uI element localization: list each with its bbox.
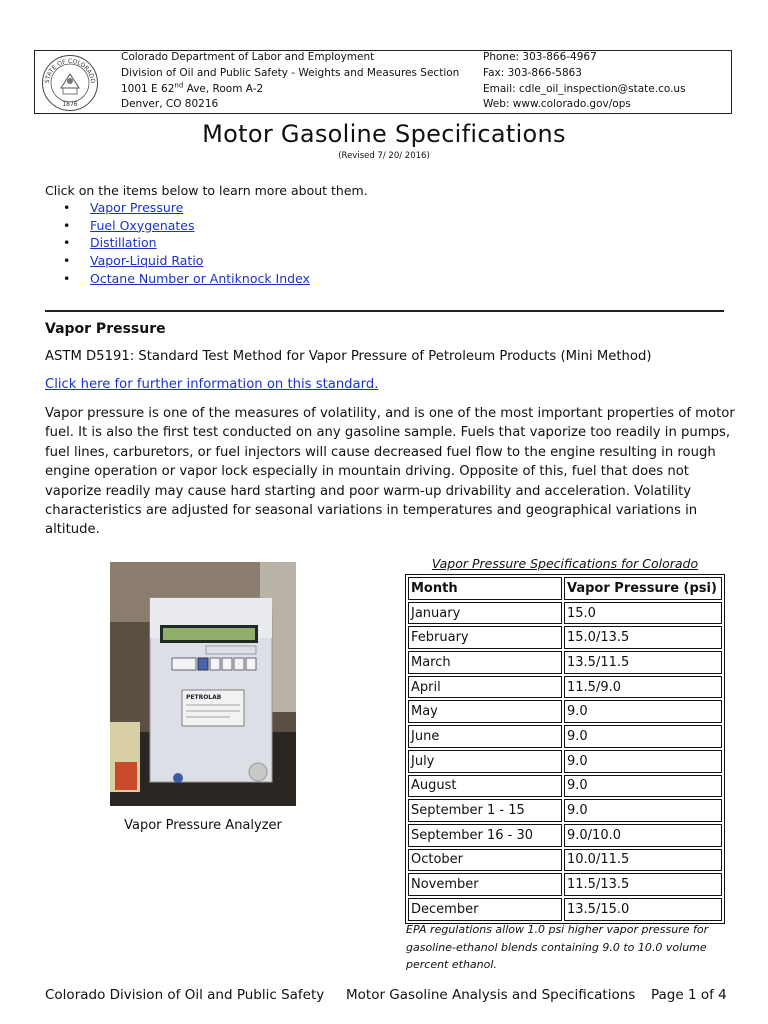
topic-link-fuel-oxygenates[interactable]: Fuel Oxygenates [90, 217, 195, 233]
bullet: • [63, 253, 71, 269]
month-cell: December [408, 898, 562, 921]
letterhead-division: Division of Oil and Public Safety - Weights and Measures Section [121, 67, 460, 79]
seal-year: 1876 [62, 101, 78, 108]
section-divider [45, 310, 724, 312]
table-row [408, 824, 722, 847]
vapor-pressure-analyzer-photo [110, 562, 296, 806]
psi-cell: 10.0/11.5 [564, 849, 722, 872]
letterhead-web: Web: www.colorado.gov/ops [483, 98, 631, 110]
month-cell: August [408, 775, 562, 798]
footer-page-number: Page 1 of 4 [651, 987, 727, 1003]
letterhead-fax: Fax: 303-866-5863 [483, 67, 582, 79]
month-cell: April [408, 676, 562, 699]
topic-link-vapor-liquid-ratio[interactable]: Vapor-Liquid Ratio [90, 253, 204, 269]
bullet: • [63, 235, 71, 251]
psi-cell: 9.0 [564, 700, 722, 723]
address-street: 1001 E 62 [121, 83, 175, 95]
photo-caption: Vapor Pressure Analyzer [124, 818, 282, 833]
psi-cell: 9.0 [564, 775, 722, 798]
month-cell: September 16 - 30 [408, 824, 562, 847]
standard-info-link[interactable]: Click here for further information on this standard. [45, 377, 379, 392]
bullet: • [63, 200, 71, 215]
bullet: • [63, 270, 71, 286]
intro-text: Click on the items below to learn more about them. [45, 183, 368, 198]
address-room: Ave, Room A-2 [183, 83, 264, 95]
section-heading: Vapor Pressure [45, 321, 166, 337]
table-row [408, 873, 722, 896]
letterhead-agency: Colorado Department of Labor and Employment [121, 51, 375, 63]
seal-top-text: STATE OF COLORADO [43, 57, 97, 84]
column-header-month: Month [408, 577, 562, 600]
month-cell: June [408, 725, 562, 748]
column-header-vapor-pressure: Vapor Pressure (psi) [564, 577, 722, 600]
letterhead-address [121, 82, 263, 97]
footer-document-name: Motor Gasoline Analysis and Specifications [346, 987, 636, 1003]
psi-cell: 15.0 [564, 602, 722, 625]
psi-cell: 9.0 [564, 799, 722, 822]
topic-item [45, 253, 310, 271]
month-cell: November [408, 873, 562, 896]
psi-cell: 11.5/13.5 [564, 873, 722, 896]
analyzer-brand-label: PETROLAB [186, 694, 222, 701]
address-ordinal: nd [174, 81, 184, 90]
revision-date: (Revised 7/ 20/ 2016) [338, 151, 430, 161]
topic-link-octane-number[interactable]: Octane Number or Antiknock Index [90, 270, 310, 286]
table-row [408, 750, 722, 773]
table-row [408, 849, 722, 872]
topic-item [45, 235, 310, 253]
topic-link-distillation[interactable]: Distillation [90, 235, 157, 251]
table-row [408, 700, 722, 723]
astm-standard-text: ASTM D5191: Standard Test Method for Vapor Pressure of Petroleum Products (Mini Method) [45, 349, 652, 364]
psi-cell: 13.5/15.0 [564, 898, 722, 921]
table-caption: Vapor Pressure Specifications for Colorado [431, 556, 699, 571]
month-cell: May [408, 700, 562, 723]
state-seal-icon [41, 54, 99, 112]
psi-cell: 15.0/13.5 [564, 626, 722, 649]
table-row [408, 799, 722, 822]
vapor-pressure-paragraph: Vapor pressure is one of the measures of volatility, and is one of the most important properties of motor fuel. It is also the first test conducted on any gasoline sample. Fuels that vaporize too readily in pumps, fuel lines, carburetors, or fuel injectors will cause decreased fuel flow to the engine resulting in rough engine operation or vapor lock especially in mountain driving. Opposite of this, fuel that does not vaporize readily may cause hard starting and poor warm-up drivability and acceleration. Volatility characteristics are adjusted for seasonal variations in temperatures and geographical variations in altitude. [45, 406, 735, 538]
psi-cell: 9.0 [564, 750, 722, 773]
letterhead-city: Denver, CO 80216 [121, 98, 219, 110]
month-cell: February [408, 626, 562, 649]
month-cell: September 1 - 15 [408, 799, 562, 822]
topic-item [45, 271, 310, 289]
table-row [408, 775, 722, 798]
document-title: Motor Gasoline Specifications [202, 120, 566, 148]
table-header-row [408, 577, 722, 600]
table-row [408, 602, 722, 625]
psi-cell: 13.5/11.5 [564, 651, 722, 674]
topic-item [45, 200, 310, 218]
table-row [408, 725, 722, 748]
table-row [408, 898, 722, 921]
topic-link-vapor-pressure[interactable]: Vapor Pressure [90, 200, 184, 215]
table-row [408, 676, 722, 699]
letterhead-phone: Phone: 303-866-4967 [483, 51, 597, 63]
topic-list [45, 200, 310, 288]
psi-cell: 9.0/10.0 [564, 824, 722, 847]
vapor-pressure-table [405, 574, 725, 924]
bullet: • [63, 217, 71, 233]
psi-cell: 11.5/9.0 [564, 676, 722, 699]
topic-item [45, 218, 310, 236]
letterhead-email: Email: cdle_oil_inspection@state.co.us [483, 83, 686, 95]
month-cell: July [408, 750, 562, 773]
table-row [408, 626, 722, 649]
psi-cell: 9.0 [564, 725, 722, 748]
analyzer-illustration [110, 562, 296, 806]
month-cell: January [408, 602, 562, 625]
epa-note: EPA regulations allow 1.0 psi higher vapor pressure for gasoline-ethanol blends containing 9.0 to 10.0 volume percent ethanol. [406, 923, 709, 971]
month-cell: October [408, 849, 562, 872]
table-row [408, 651, 722, 674]
footer-organization: Colorado Division of Oil and Public Safety [45, 987, 325, 1003]
month-cell: March [408, 651, 562, 674]
